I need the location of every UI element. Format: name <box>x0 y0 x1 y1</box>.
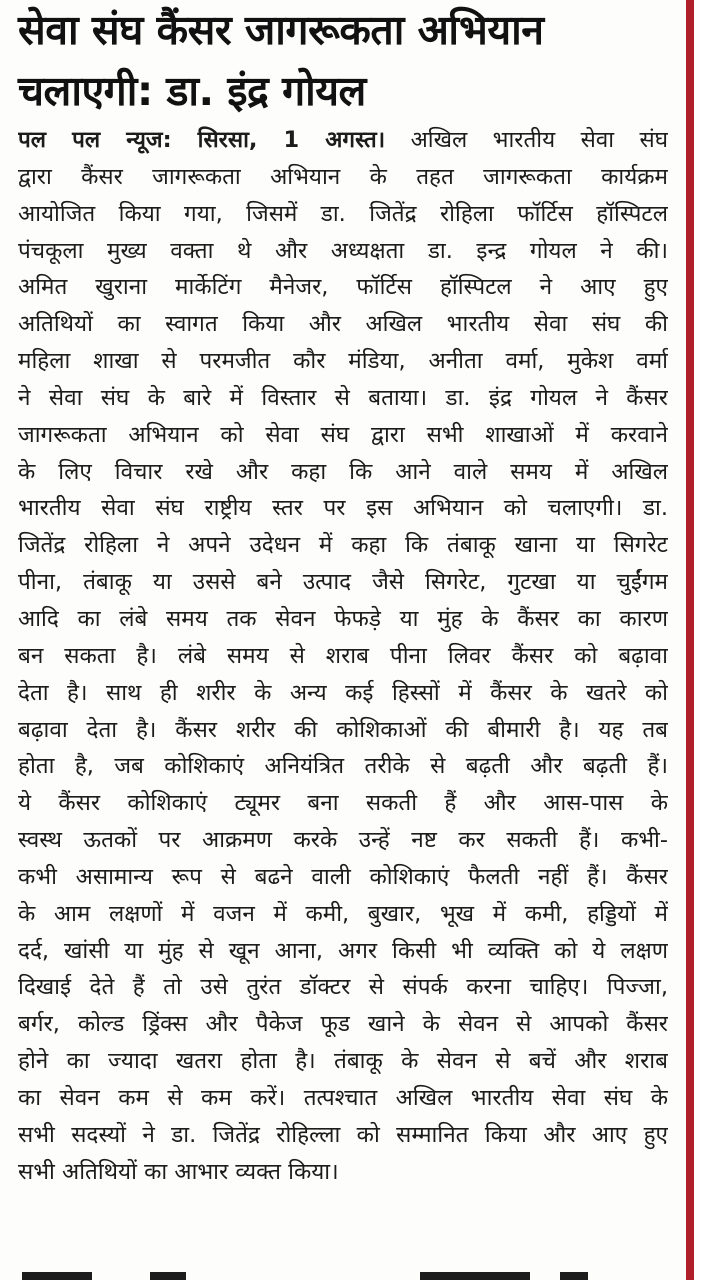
body-line: जागरूकता अभियान को सेवा संघ द्वारा सभी शाखाओं में करवाने <box>18 421 668 448</box>
body-line: सभी अतिथियों का आभार व्यक्त किया। <box>18 1158 339 1185</box>
body-line: होने का ज्यादा खतरा होता है। तंबाकू के सेवन से बचें और शराब <box>18 1048 668 1075</box>
body-line: के आम लक्षणों में वजन में कमी, बुखार, भूख में कमी, हड्डियों में <box>18 900 668 927</box>
article-body <box>18 122 668 1190</box>
body-line: के लिए विचार रखे और कहा कि आने वाले समय में अखिल <box>18 458 668 485</box>
text-fragment <box>150 1272 186 1280</box>
column-divider-rule <box>686 0 694 1280</box>
body-line: कभी असामान्य रूप से बढने वाली कोशिकाएं फैलती नहीं हैं। कैंसर <box>18 863 668 890</box>
body-line: बर्गर, कोल्ड ड्रिंक्स और पैकेज फूड खाने के सेवन से आपको कैंसर <box>18 1011 668 1038</box>
body-line-text: अखिल भारतीय सेवा संघ <box>385 127 668 153</box>
text-fragment <box>22 1272 92 1280</box>
body-line: आयोजित किया गया, जिसमें डा. जितेंद्र रोहिला फॉर्टिस हॉस्पिटल <box>18 200 668 227</box>
cut-off-next-line <box>0 1268 685 1280</box>
body-line: का सेवन कम से कम करें। तत्पश्चात अखिल भारतीय सेवा संघ के <box>18 1084 668 1111</box>
body-line: महिला शाखा से परमजीत कौर मंडिया, अनीता वर्मा, मुकेश वर्मा <box>18 348 668 375</box>
body-line: भारतीय सेवा संघ राष्ट्रीय स्तर पर इस अभियान को चलाएगी। डा. <box>18 495 668 522</box>
body-line: द्वारा कैंसर जागरूकता अभियान के तहत जागरूकता कार्यक्रम <box>18 163 668 190</box>
body-line: पीना, तंबाकू या उससे बने उत्पाद जैसे सिगरेट, गुटखा या चुईंगम <box>18 569 668 596</box>
body-line: बन सकता है। लंबे समय से शराब पीना लिवर कैंसर को बढ़ावा <box>18 642 668 669</box>
body-line: ये कैंसर कोशिकाएं ट्यूमर बना सकती हैं और आस-पास के <box>18 790 668 817</box>
headline-line-2: चलाएगी: डा. इंद्र गोयल <box>18 67 366 115</box>
body-line: जितेंद्र रोहिला ने अपने उदेधन में कहा कि तंबाकू खाना या सिगरेट <box>18 532 668 559</box>
body-line: दर्द, खांसी या मुंह से खून आना, अगर किसी भी व्यक्ति को ये लक्षण <box>18 937 668 964</box>
body-line <box>18 122 668 159</box>
body-line: ने सेवा संघ के बारे में विस्तार से बताया। डा. इंद्र गोयल ने कैंसर <box>18 384 668 411</box>
body-line: देता है। साथ ही शरीर के अन्य कई हिस्सों में कैंसर के खतरे को <box>18 679 668 706</box>
body-line: होता है, जब कोशिकाएं अनियंत्रित तरीके से बढ़ती और बढ़ती हैं। <box>18 753 668 780</box>
text-fragment <box>420 1272 530 1280</box>
dateline: पल पल न्यूज: सिरसा, 1 अगस्त। <box>18 127 386 153</box>
body-line: दिखाई देते हैं तो उसे तुरंत डॉक्टर से संपर्क करना चाहिए। पिज्जा, <box>18 974 668 1001</box>
page-margin <box>694 0 725 1280</box>
body-line: स्वस्थ ऊतकों पर आक्रमण करके उन्हें नष्ट कर सकती हैं। कभी- <box>18 827 668 854</box>
body-line: पंचकूला मुख्य वक्ता थे और अध्यक्षता डा. इन्द्र गोयल ने की। <box>18 237 668 264</box>
body-line: अतिथियों का स्वागत किया और अखिल भारतीय सेवा संघ की <box>18 311 668 338</box>
body-line: सभी सदस्यों ने डा. जितेंद्र रोहिल्ला को सम्मानित किया और आए हुए <box>18 1121 668 1148</box>
headline-line-1: सेवा संघ कैंसर जागरूकता अभियान <box>18 6 544 54</box>
text-fragment <box>560 1272 588 1280</box>
body-line: बढ़ावा देता है। कैंसर शरीर की कोशिकाओं की बीमारी है। यह तब <box>18 716 668 743</box>
body-line: आदि का लंबे समय तक सेवन फेफड़े या मुंह के कैंसर का कारण <box>18 605 668 632</box>
article-headline <box>18 0 678 122</box>
body-line: अमित खुराना मार्केटिंग मैनेजर, फॉर्टिस हॉस्पिटल ने आए हुए <box>18 274 668 301</box>
